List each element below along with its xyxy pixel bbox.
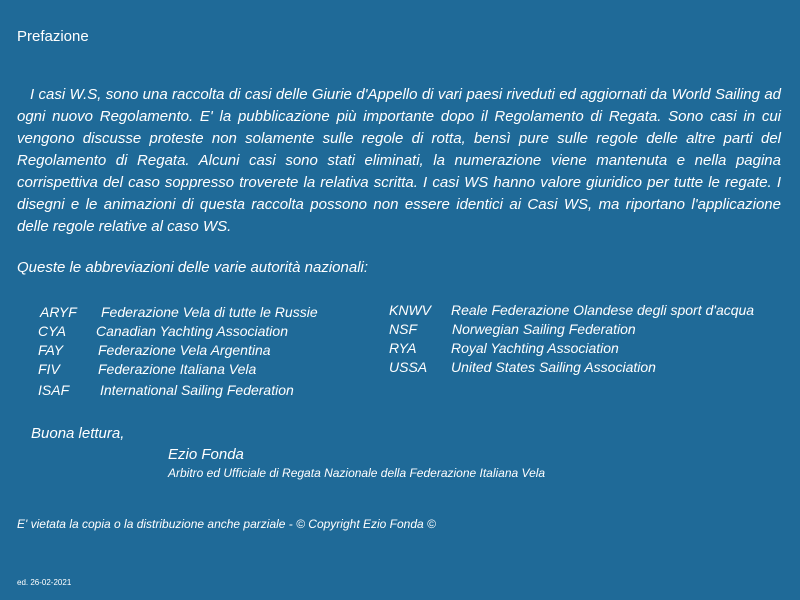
authority-name: Norwegian Sailing Federation — [452, 321, 636, 337]
authority-name: Canadian Yachting Association — [96, 323, 288, 339]
authority-name: Federazione Vela di tutte le Russie — [101, 304, 318, 320]
authority-code: RYA — [389, 340, 417, 356]
authority-name: Reale Federazione Olandese degli sport d'acqua — [451, 302, 755, 318]
authority-code: KNWV — [389, 302, 431, 318]
authority-code: FAY — [38, 342, 64, 358]
authority-name: Federazione Italiana Vela — [98, 361, 257, 377]
copyright-notice: E' vietata la copia o la distribuzione anche parziale - © Copyright Ezio Fonda © — [17, 517, 436, 531]
greeting: Buona lettura, — [31, 425, 125, 442]
edition-date: ed. 26-02-2021 — [17, 578, 72, 587]
intro-paragraph: I casi W.S, sono una raccolta di casi delle Giurie d'Appello di vari paesi riveduti ed aggiornati da World Sailing ad ogni nuovo Regolamento. E' la pubblicazione più importante dopo il Regolamento di Regata. Sono casi in cui vengono discusse proteste non solamente sulle regole di rotta, bensì pure sulle regole delle altre parti del Regolamento di Regata. Alcuni casi sono stati eliminati, la numerazione viene mantenuta e nella pagina corrispettiva del caso soppresso troverete la relativa scritta. I casi WS hanno valore giuridico per tutte le regate. I disegni e le animazioni di questa raccolta possono non essere identici ai Casi WS, ma riportano l'applicazione delle regole relative al caso WS. — [17, 86, 781, 235]
authority-name: Federazione Vela Argentina — [98, 342, 271, 358]
authority-name: International Sailing Federation — [100, 382, 294, 398]
authority-name: United States Sailing Association — [451, 359, 656, 375]
author-name: Ezio Fonda — [168, 446, 244, 463]
authority-name: Royal Yachting Association — [451, 340, 619, 356]
authority-code: FIV — [38, 361, 60, 377]
authority-code: USSA — [389, 359, 428, 375]
authority-code: ISAF — [38, 382, 70, 398]
authority-code: ARYF — [40, 304, 77, 320]
authority-code: NSF — [389, 321, 417, 337]
page-title: Prefazione — [17, 28, 89, 45]
abbreviations-heading: Queste le abbreviazioni delle varie autorità nazionali: — [17, 259, 369, 276]
authority-code: CYA — [38, 323, 67, 339]
author-role: Arbitro ed Ufficiale di Regata Nazionale della Federazione Italiana Vela — [168, 466, 546, 480]
